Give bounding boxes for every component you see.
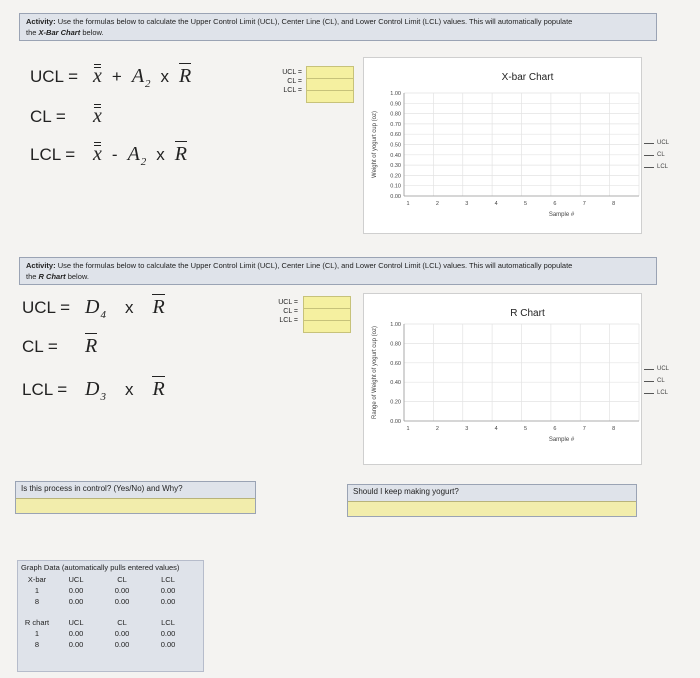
activity-banner-xbar: Activity: Use the formulas below to calculate the Upper Control Limit (UCL), Center Line (CL), and Lower Control Limit (LCL) values. This will automatically populate the X-Bar Chart below. bbox=[19, 13, 657, 41]
xbar-y-axis-label: Weight of yogurt cup (oz) bbox=[372, 111, 378, 178]
xbar-ytick-label: 0.40 bbox=[390, 152, 401, 159]
x-double-bar-symbol: x bbox=[93, 100, 102, 128]
r-xtick-label: 5 bbox=[523, 426, 528, 432]
xbar-ytick-label: 0.00 bbox=[390, 194, 401, 200]
r-lcl-formula: LCL = $D_3$ x R bbox=[22, 378, 165, 403]
xbar-ytick-label: 0.70 bbox=[390, 121, 401, 128]
xbar-xtick-label: 2 bbox=[435, 201, 439, 207]
r-ytick-label: 0.80 bbox=[390, 341, 401, 348]
graph-data-table: Graph Data (automatically pulls entered values) X-bar UCL CL LCL 1 0.00 0.00 0.00 8 0.00 0.00 0.00 R chart UCL CL LCL 1 0.00 0.00 0.00 8 0.00 0.00 0.00 bbox=[17, 560, 204, 672]
r-xtick-label: 8 bbox=[612, 426, 616, 432]
xbar-ytick-label: 0.10 bbox=[390, 183, 401, 190]
xbar-chart-panel bbox=[363, 57, 642, 234]
answer-keep-making-input[interactable] bbox=[348, 501, 636, 516]
xbar-ytick-label: 0.80 bbox=[390, 111, 401, 118]
r-chart-title: R Chart bbox=[510, 308, 545, 319]
xbar-xtick-label: 7 bbox=[582, 201, 586, 207]
xbar-x-axis-label: Sample # bbox=[548, 212, 575, 218]
xbar-ytick-label: 1.00 bbox=[390, 91, 401, 97]
r-ytick-label: 0.20 bbox=[390, 399, 401, 406]
answer-in-control-input[interactable] bbox=[16, 498, 255, 513]
r-xtick-label: 3 bbox=[465, 426, 469, 432]
r-chart-panel bbox=[363, 293, 642, 465]
x-double-bar-symbol: x bbox=[93, 60, 102, 88]
xbar-lcl-formula: LCL = x - $A_2$ x R bbox=[30, 138, 192, 168]
r-ytick-label: 1.00 bbox=[390, 322, 401, 328]
r-cl-formula: CL = R bbox=[22, 335, 98, 357]
activity-banner-r: Activity: Use the formulas below to calculate the Upper Control Limit (UCL), Center Line (CL), and Lower Control Limit (LCL) values. This will automatically populate the R Chart below. bbox=[19, 257, 657, 285]
r-xtick-label: 6 bbox=[553, 426, 557, 432]
r-ytick-label: 0.00 bbox=[390, 419, 401, 425]
xbar-xtick-label: 8 bbox=[612, 201, 616, 207]
xbar-xtick-label: 3 bbox=[465, 201, 469, 207]
xbar-lcl-input[interactable] bbox=[306, 90, 354, 103]
r-ytick-label: 0.40 bbox=[390, 380, 401, 387]
r-y-axis-label: Range of Weight of yogurt cup (oz) bbox=[372, 326, 378, 419]
r-ucl-formula: UCL = $D_4$ x R bbox=[22, 296, 165, 321]
xbar-ytick-label: 0.50 bbox=[390, 142, 401, 149]
r-lcl-input[interactable] bbox=[303, 320, 351, 333]
r-xtick-label: 7 bbox=[582, 426, 586, 432]
xbar-ytick-label: 0.30 bbox=[390, 163, 401, 170]
xbar-xtick-label: 5 bbox=[523, 201, 528, 207]
xbar-limit-labels: UCL = CL = LCL = bbox=[282, 69, 302, 94]
r-data-table: R chart UCL CL LCL 1 0.00 0.00 0.00 8 0.00 0.00 0.00 bbox=[24, 618, 176, 649]
r-legend: UCL CL LCL bbox=[644, 363, 669, 399]
xbar-data-table: X-bar UCL CL LCL 1 0.00 0.00 0.00 8 0.00 0.00 0.00 bbox=[27, 575, 176, 606]
xbar-xtick-label: 1 bbox=[406, 201, 410, 207]
xbar-ytick-label: 0.60 bbox=[390, 132, 401, 139]
xbar-chart-title: X-bar Chart bbox=[501, 72, 554, 83]
r-chart bbox=[364, 294, 641, 464]
xbar-ytick-label: 0.90 bbox=[390, 101, 401, 108]
xbar-legend: UCL CL LCL bbox=[644, 137, 669, 173]
r-xtick-label: 1 bbox=[406, 426, 410, 432]
xbar-ytick-label: 0.20 bbox=[390, 173, 401, 180]
r-ytick-label: 0.60 bbox=[390, 360, 401, 367]
r-x-axis-label: Sample # bbox=[548, 437, 575, 443]
r-xtick-label: 2 bbox=[435, 426, 439, 432]
r-limit-labels: UCL = CL = LCL = bbox=[278, 299, 298, 324]
xbar-chart bbox=[364, 58, 641, 233]
xbar-xtick-label: 4 bbox=[494, 201, 498, 207]
x-double-bar-symbol: x bbox=[93, 138, 102, 166]
question-in-control: Is this process in control? (Yes/No) and Why? bbox=[15, 481, 256, 514]
xbar-xtick-label: 6 bbox=[553, 201, 557, 207]
r-xtick-label: 4 bbox=[494, 426, 498, 432]
xbar-ucl-formula: UCL = x + $A_2$ x R bbox=[30, 60, 196, 90]
question-keep-making: Should I keep making yogurt? bbox=[347, 484, 637, 517]
xbar-cl-formula: CL = x bbox=[30, 100, 107, 128]
